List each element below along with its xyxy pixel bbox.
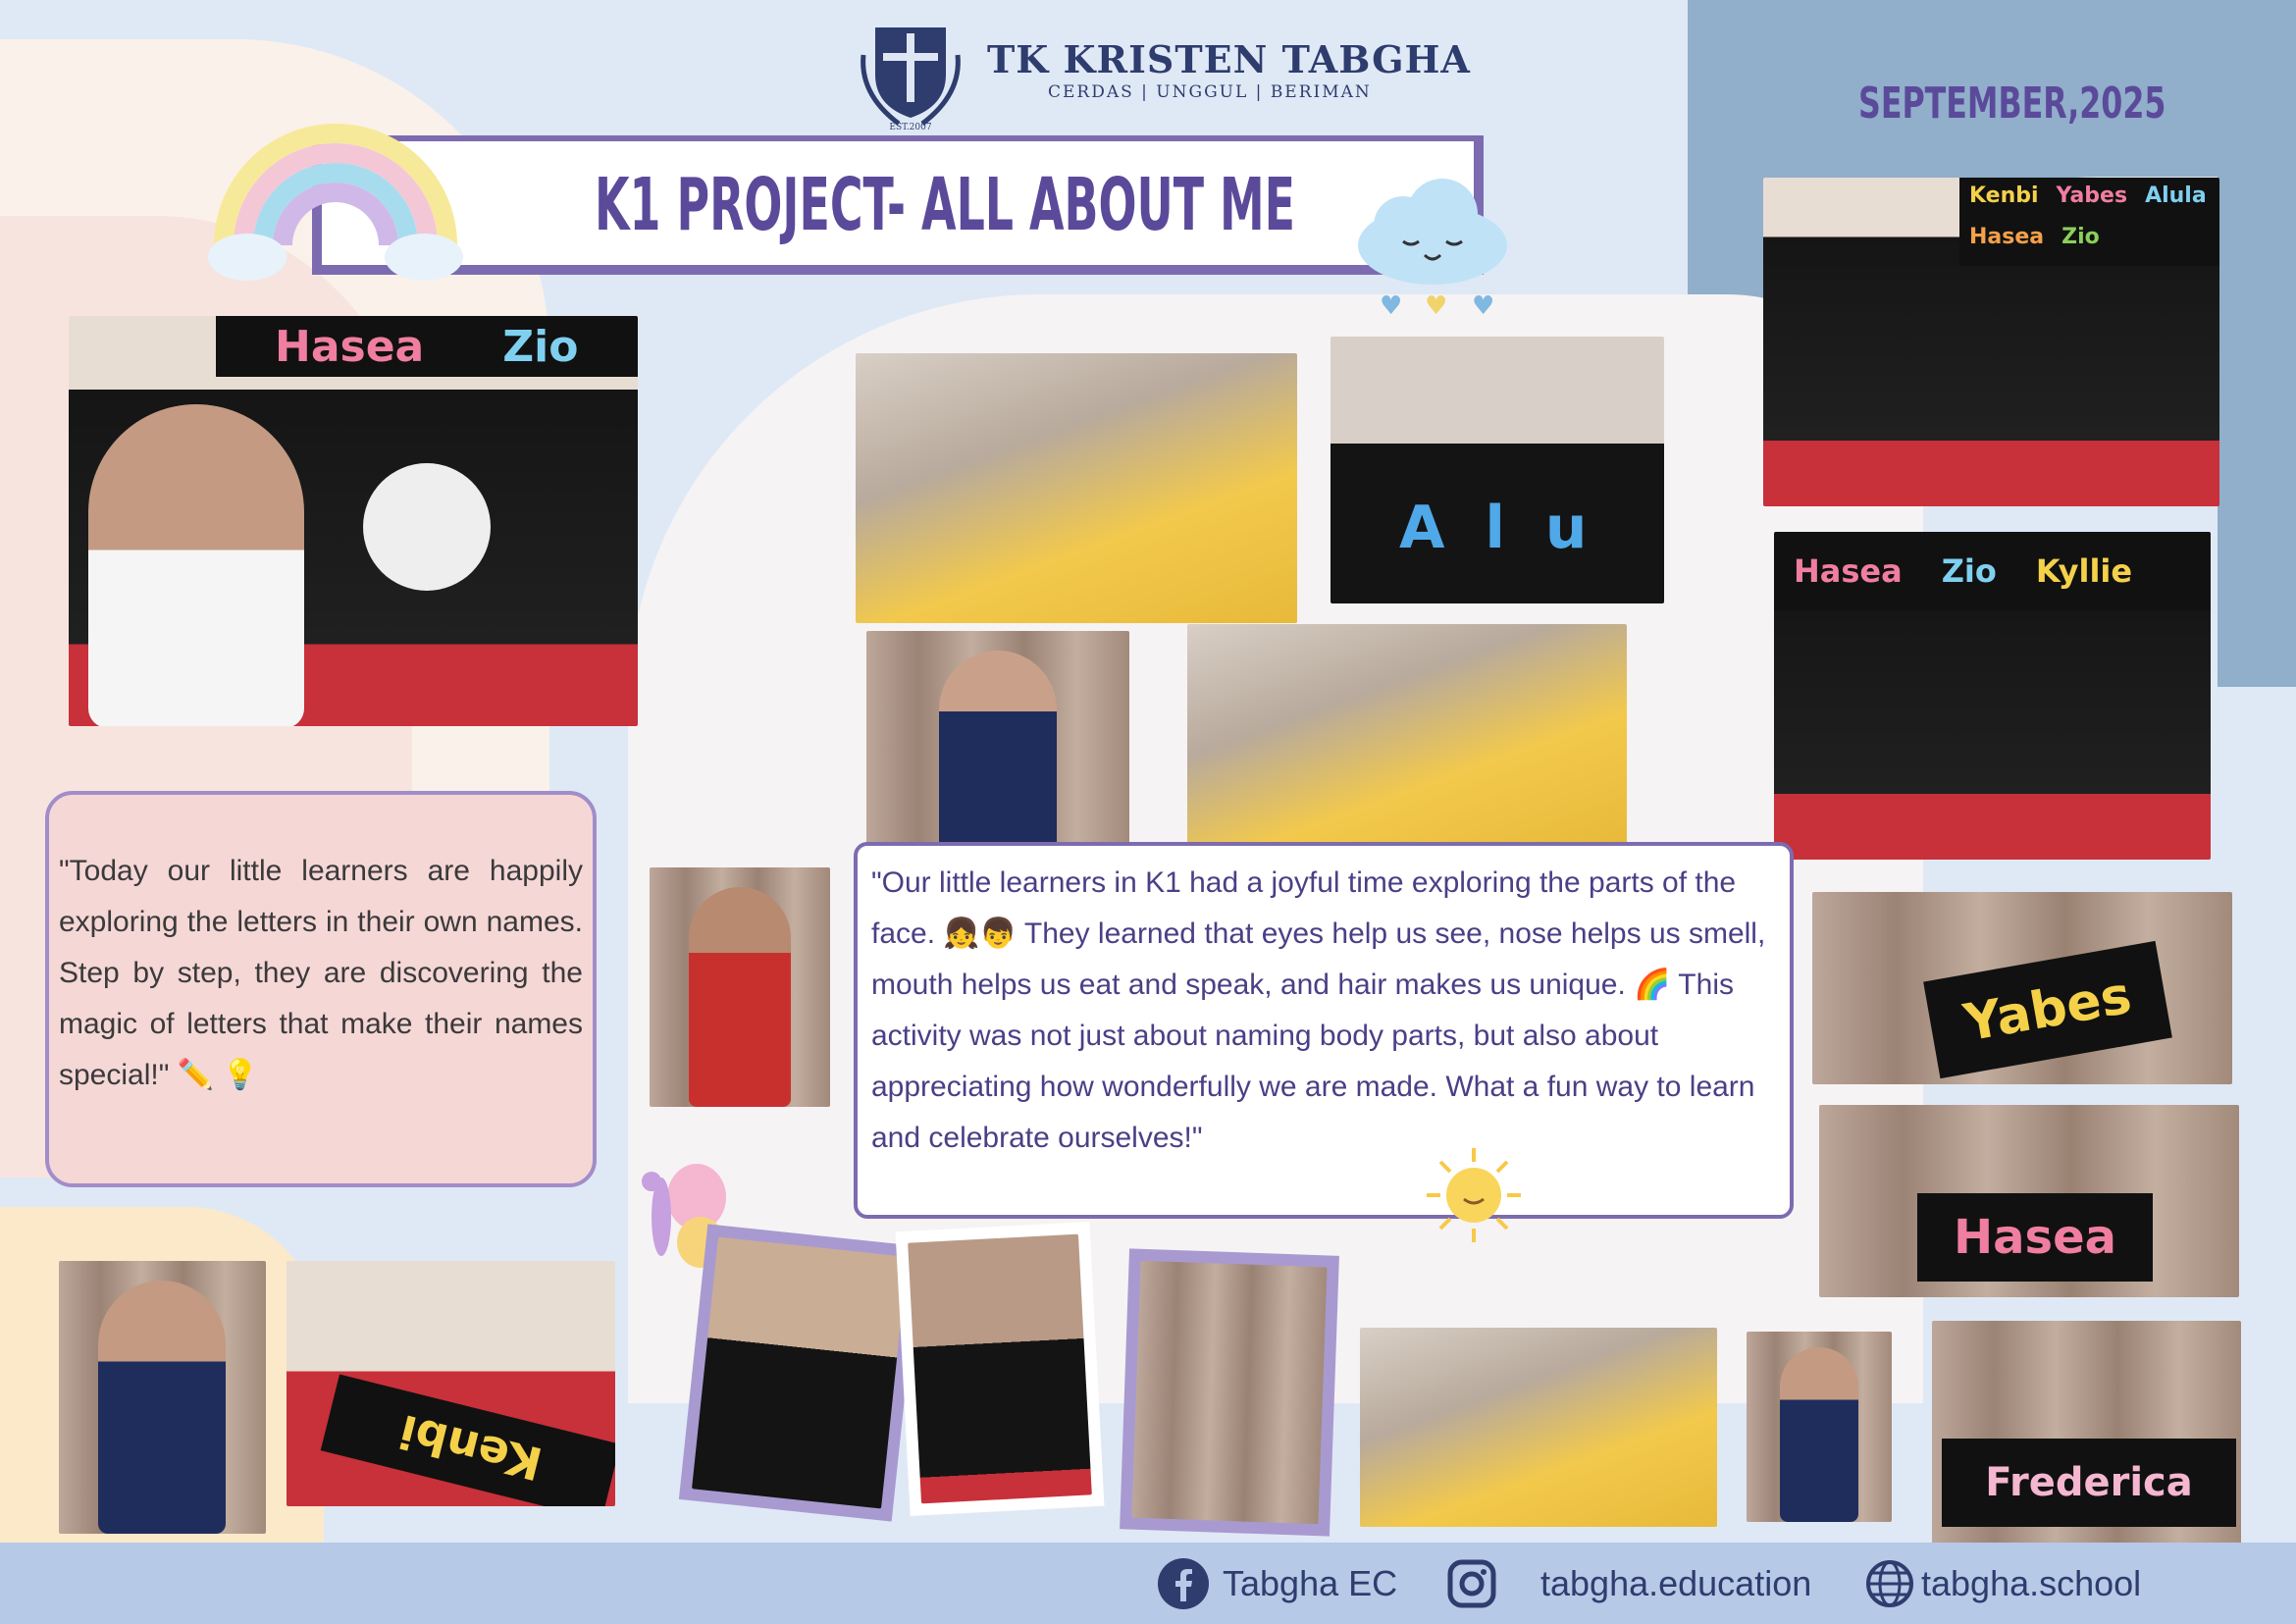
photo-name-kyllie: Kyllie xyxy=(2035,552,2133,590)
facebook-link[interactable] xyxy=(1158,1558,1397,1609)
photo-kenbi-letters xyxy=(287,1261,615,1506)
photo-boy-red-batik xyxy=(650,867,830,1107)
photo-name-hasea: Hasea xyxy=(1969,225,2045,249)
photo-boy-red-shirt-board xyxy=(1763,178,2219,506)
name-sign xyxy=(1942,1439,2236,1527)
board-text-kenbi: Kenbi xyxy=(393,1403,548,1492)
sun-icon xyxy=(1423,1144,1525,1246)
child-figure xyxy=(939,651,1057,853)
photo-name-labels xyxy=(1774,532,2211,610)
smiling-cloud-icon xyxy=(1344,167,1521,324)
facebook-label: Tabgha EC xyxy=(1223,1563,1398,1603)
photo-letters-text: A l u xyxy=(1399,494,1597,562)
website-label: tabgha.school xyxy=(1921,1563,2142,1603)
photo-name-kenbi: Kenbi xyxy=(1969,183,2039,208)
sign-text-frederica: Frederica xyxy=(1985,1460,2193,1505)
name-sign xyxy=(1923,941,2172,1078)
school-logo xyxy=(856,16,965,131)
photo-girl-uniform-standing xyxy=(1747,1332,1892,1522)
photo-girl-face-board xyxy=(69,316,638,726)
photo-boy-clay-table xyxy=(1360,1328,1717,1527)
date-label: SEPTEMBER,2025 xyxy=(1858,79,2166,129)
photo-frederica-sign xyxy=(1932,1321,2241,1554)
sign-text-hasea: Hasea xyxy=(1953,1210,2117,1265)
banner-name-hasea: Hasea xyxy=(275,321,425,372)
child-figure xyxy=(689,887,791,1107)
instagram-link[interactable] xyxy=(1446,1558,1811,1609)
svg-text:♥: ♥ xyxy=(1380,291,1403,321)
svg-text:♥: ♥ xyxy=(1472,291,1495,321)
child-figure xyxy=(1780,1347,1858,1522)
clay-face xyxy=(363,463,491,591)
website-link[interactable] xyxy=(1864,1558,2141,1609)
name-sign xyxy=(1917,1193,2153,1282)
logo-est-text: EST.2007 xyxy=(889,123,932,131)
school-name: TK KRISTEN TABGHA xyxy=(987,37,1471,81)
photo-boy-clay-board xyxy=(692,1237,908,1509)
photo-name-hasea: Hasea xyxy=(1794,552,1903,590)
name-board xyxy=(321,1375,615,1506)
left-caption-text: "Today our little learners are happily exploring the letters in their own names. Step by step, they are discovering the magic of letters that make their names special!" ✏️ 💡 xyxy=(59,855,583,1091)
photo-letters-board xyxy=(1331,337,1664,603)
photo-girl-holding-face xyxy=(866,631,1129,853)
instagram-icon xyxy=(1446,1558,1497,1609)
child-figure xyxy=(98,1281,226,1534)
center-caption-text: "Our little learners in K1 had a joyful time exploring the parts of the face. 👧👦 They learned that eyes help us see, nose helps us smell, mouth helps us eat and speak, and hair makes us unique. 🌈 This activity was not just about naming body parts, but also about appreciating how wonderfully we are made. What a fun way to learn and celebrate ourselves!" xyxy=(871,866,1766,1154)
child-figure xyxy=(88,404,304,726)
left-caption-box xyxy=(45,791,597,1187)
photo-hasea-sign xyxy=(1819,1105,2239,1297)
sign-text-yabes: Yabes xyxy=(1959,966,2136,1054)
page-title: K1 PROJECT- ALL ABOUT ME xyxy=(595,163,1296,247)
svg-text:♥: ♥ xyxy=(1425,291,1448,321)
polaroid-frame-2 xyxy=(896,1222,1105,1516)
photo-name-zio: Zio xyxy=(2061,225,2100,249)
photo-name-banner xyxy=(216,316,638,377)
photo-painting-table xyxy=(856,353,1297,623)
photo-girl-navy-shirt xyxy=(59,1261,266,1534)
polaroid-frame-3 xyxy=(1120,1248,1339,1536)
photo-two-kids-painting xyxy=(1187,624,1627,846)
photo-boy-uniform-clay xyxy=(1131,1261,1327,1524)
photo-name-alula: Alula xyxy=(2145,183,2207,208)
facebook-icon xyxy=(1158,1558,1209,1609)
photo-name-yabes: Yabes xyxy=(2056,183,2128,208)
banner-name-zio: Zio xyxy=(502,321,579,372)
globe-icon xyxy=(1864,1558,1915,1609)
photo-yabes-sign xyxy=(1812,892,2232,1084)
photo-name-labels xyxy=(1959,178,2219,266)
school-tagline: CERDAS | UNGGUL | BERIMAN xyxy=(1048,82,1372,102)
polaroid-frame-1 xyxy=(679,1224,920,1521)
instagram-label: tabgha.education xyxy=(1540,1563,1812,1603)
photo-girl-clay-board xyxy=(908,1234,1092,1504)
center-caption-box xyxy=(854,842,1794,1219)
photo-name-zio: Zio xyxy=(1941,552,1997,590)
rainbow-icon xyxy=(208,118,463,285)
photo-girl-blue-dress-board xyxy=(1774,532,2211,860)
